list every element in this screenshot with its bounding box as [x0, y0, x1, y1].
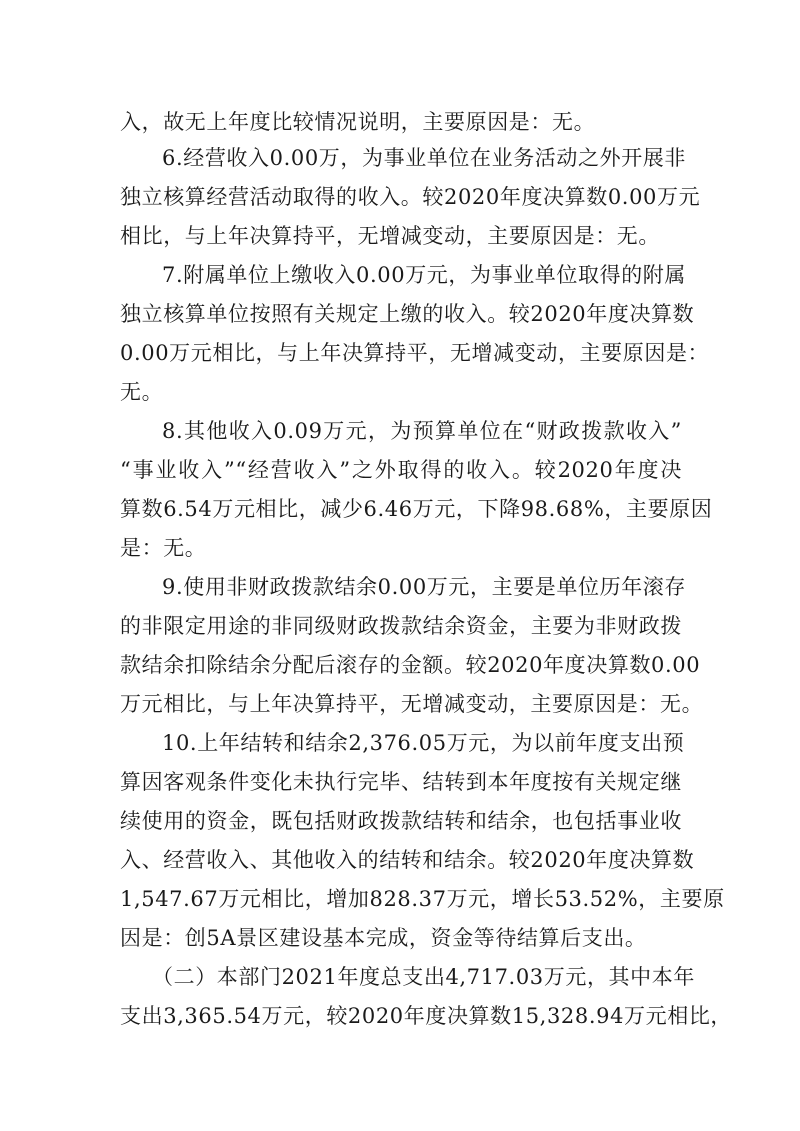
- text-line: 独立核算单位按照有关规定上缴的收入。较2020年度决算数: [120, 302, 695, 326]
- text-line: 7.附属单位上缴收入0.00万元，为事业单位取得的附属: [162, 263, 686, 287]
- text-line: 10.上年结转和结余2,376.05万元，为以前年度支出预: [162, 731, 685, 755]
- text-line: 续使用的资金，既包括财政拨款结转和结余，也包括事业收: [120, 809, 682, 833]
- text-line: 是：无。: [120, 536, 207, 560]
- text-line: 独立核算经营活动取得的收入。较2020年度决算数0.00万元: [120, 185, 701, 209]
- text-line: 算因客观条件变化未执行完毕、结转到本年度按有关规定继: [120, 770, 682, 794]
- text-line: 万元相比，与上年决算持平，无增减变动，主要原因是：无。: [120, 692, 704, 716]
- text-line: 因是：创5A景区建设基本完成，资金等待结算后支出。: [120, 926, 647, 950]
- text-line: 无。: [120, 380, 164, 404]
- text-line: 入，故无上年度比较情况说明，主要原因是：无。: [120, 110, 596, 134]
- text-line: “事业收入”“经营收入”之外取得的收入。较2020年度决: [120, 458, 682, 482]
- text-line: 6.经营收入0.00万，为事业单位在业务活动之外开展非: [162, 146, 686, 170]
- text-line: 9.使用非财政拨款结余0.00万元，主要是单位历年滚存: [162, 575, 686, 599]
- text-line: （二）本部门2021年度总支出4,717.03万元，其中本年: [152, 965, 695, 989]
- text-line: 算数6.54万元相比，减少6.46万元，下降98.68%，主要原因: [120, 497, 713, 521]
- text-line: 支出3,365.54万元，较2020年度决算数15,328.94万元相比，: [120, 1004, 733, 1028]
- text-line: 1,547.67万元相比，增加828.37万元，增长53.52%，主要原: [120, 887, 725, 911]
- text-line: 入、经营收入、其他收入的结转和结余。较2020年度决算数: [120, 848, 695, 872]
- text-line: 的非限定用途的非同级财政拨款结余资金，主要为非财政拨: [120, 614, 682, 638]
- text-line: 相比，与上年决算持平，无增减变动，主要原因是：无。: [120, 224, 660, 248]
- text-line: 8.其他收入0.09万元，为预算单位在“财政拨款收入”: [162, 419, 682, 443]
- text-line: 0.00万元相比，与上年决算持平，无增减变动，主要原因是：: [120, 341, 710, 365]
- text-line: 款结余扣除结余分配后滚存的金额。较2020年度决算数0.00: [120, 653, 701, 677]
